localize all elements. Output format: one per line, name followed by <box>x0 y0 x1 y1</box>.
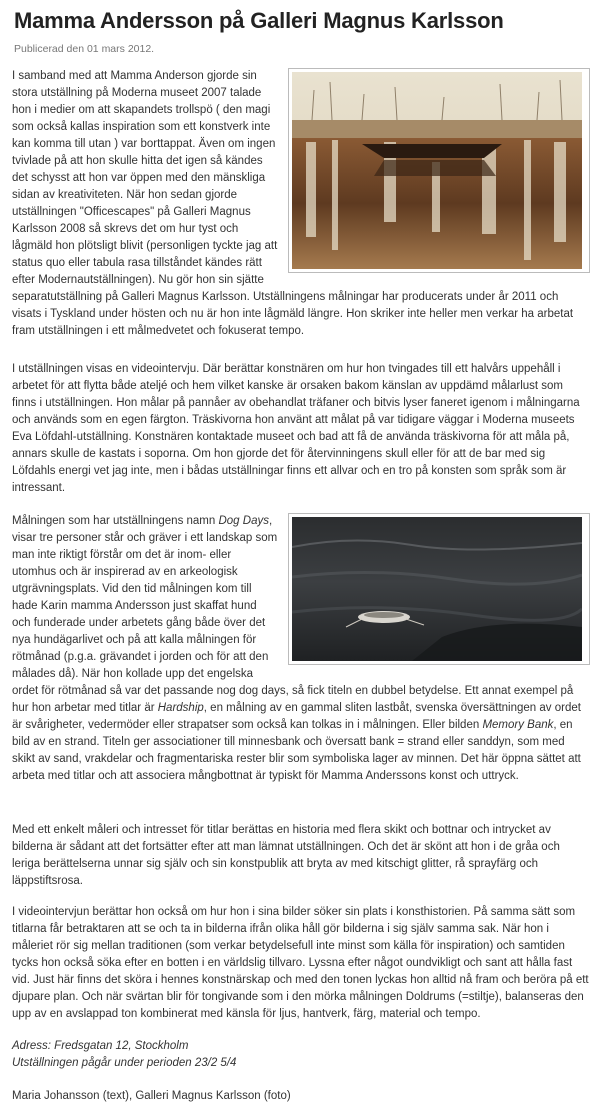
painting-boat-image <box>288 68 590 273</box>
paragraph-3 <box>12 513 590 785</box>
memory-bank-title: Memory Bank <box>482 719 554 731</box>
credit-line: Maria Johansson (text), Galleri Magnus Karlsson (foto) <box>12 1090 291 1102</box>
publish-date: Publicerad den 01 mars 2012. <box>14 43 155 55</box>
period-line: Utställningen pågår under perioden 23/2 5/4 <box>12 1057 237 1069</box>
paragraph-3-part-c: , en målning av en gammal sliten lastbåt, svenska översättningen av ordet är svårigheter, vedermöder eller strapatser som också kan tolkas in i målningen. Eller bilden <box>12 702 581 731</box>
painting-dark-boat-image <box>288 513 590 665</box>
paragraph-3-part-b: , visar tre personer står och gräver i ett landskap som man inte riktigt förstår om det är inom- eller utomhus och är inspirerad av en arkeologisk utgrävningsplats. Vid den tid målningen kom till hade Karin mamma Andersson just skaffat hund och funderade under arbetets gång både över det nya hundägarlivet och på att kalla målningen för rötmånad (p.g.a. grävandet i jorden och för att den målades då). När hon kollade upp det engelska ordet för rötmånad så var det passande nog dog days, så fick titeln en dubbel betydelse. Ett annat exempel på hur hon arbetar med titlar är <box>12 515 574 714</box>
paragraph-2-text: I utställningen visas en videointervju. Där berättar konstnären om hur hon tvingades till ett halvårs uppehåll i arbetet för att flytta både ateljé och hem vilket kanske är orsaken bakom känslan av uppdämd målarlust som finns i utställningen. Hon målar på pannåer av obehandlat träfaner och bitvis lyser faneret igenom i målningarna och används som en egen färgton. Träskivorna hon använt att målat på var tidigare väggar i Moderna museets Eva Löfdahl-utställning. Konstnären kontaktade museet och bad att få de använda träskivorna för att måla på, annars skulle de kastats i soporna. Om hon gjorde det för återvinningens skull eller för att de bar med sig Löfdahls energi vet jag inte, men i bådas utställningar finns ett allvar och en tro på konsten som språk som är intressant. <box>12 363 580 494</box>
hardship-title: Hardship <box>157 702 204 714</box>
paragraph-3-part-a: Målningen som har utställningens namn <box>12 515 219 527</box>
paragraph-5-text: I videointervjun berättar hon också om hur hon i sina bilder söker sin plats i konsthistorien. På samma sätt som titlarna får betraktaren att se och ta in bilderna ifrån olika håll gör bilderna i sig själv samma sak. När hon i måleriet rör sig mellan traditionen (som verkar betydelsefull inte minst som källa för inspiration) och samtiden tycks hon också söka efter en botten i en världslig tillvaro. Lyssna efter något oundvikligt och sant att hålla fast vid. Just här finns det sköra i hennes konstnärskap och med den tonen lyckas hon alltid nå fram och beröra på ett djupare plan. Och när svärtan blir för tongivande som i den mörka målningen Doldrums (=stiltje), balanseras den upp av en avslappad ton kombinerat med känsla för ljus, hantverk, färg, material och tempo. <box>12 906 589 1020</box>
paragraph-2 <box>12 361 590 497</box>
paragraph-4 <box>12 822 590 890</box>
exhibition-info <box>12 1038 590 1072</box>
paragraph-4-text: Med ett enkelt måleri och intresset för titlar berättas en historia med flera skikt och bottnar och intrycket av bilderna är sådant att det fortsätter efter att man lämnat utställningen. Och det är skönt att hon i de gråa och leriga berättelserna unnar sig själv och sin konstpublik att bryta av med kitschigt glitter, rå sprayfärg och läppstiftsrosa. <box>12 824 560 887</box>
paragraph-1 <box>12 68 590 340</box>
address-line: Adress: Fredsgatan 12, Stockholm <box>12 1040 189 1052</box>
painting-boat-artwork <box>292 72 582 269</box>
paragraph-5 <box>12 904 590 1023</box>
dog-days-title: Dog Days <box>218 515 269 527</box>
paragraph-3-part-d: , en bild av en strand. Titeln ger associationer till minnesbank och översatt bank = strand eller sanddyn, som med skikt av sand, vrakdelar och fragmentariska rester blir som symboliska lager av minnen. Det här öppna sättet att arbeta med titlar och att associera mångbottnat är typiskt för Mamma Anderssons konst och uttryck. <box>12 719 581 782</box>
article-title: Mamma Andersson på Galleri Magnus Karlsson <box>14 8 504 33</box>
painting-dark-boat-artwork <box>292 517 582 661</box>
credits <box>12 1088 590 1105</box>
paragraph-1-text: I samband med att Mamma Anderson gjorde sin stora utställning på Moderna museet 2007 talade hon i medier om att skapandets trollspö ( den magi som också kallas inspiration som ett konstverk inte kan komma till utan ) var borttappat. Även om ingen tvivlade på att hon skulle hitta det igen så kändes det schysst att hon var öppen med den mänskliga sidan av kreativiteten. När hon sedan gjorde utställningen "Officescapes" på Galleri Magnus Karlsson 2008 så skrevs det om hur tyst och lågmäld hon plötsligt blivit (personligen tyckte jag att status quo eller tabula rasa tillståndet kändes rätt efter Modernautställningen). Nu gör hon sin sjätte separatutställning på Galleri Magnus Karlsson. Utställningens målningar har producerats under år 2011 och visats i Tyskland under hösten och nu är hon inte lågmäld längre. Hon skriker inte heller men verkar ha arbetat fram utställningen i ett målmedvetet och fokuserat tempo. <box>12 70 574 337</box>
